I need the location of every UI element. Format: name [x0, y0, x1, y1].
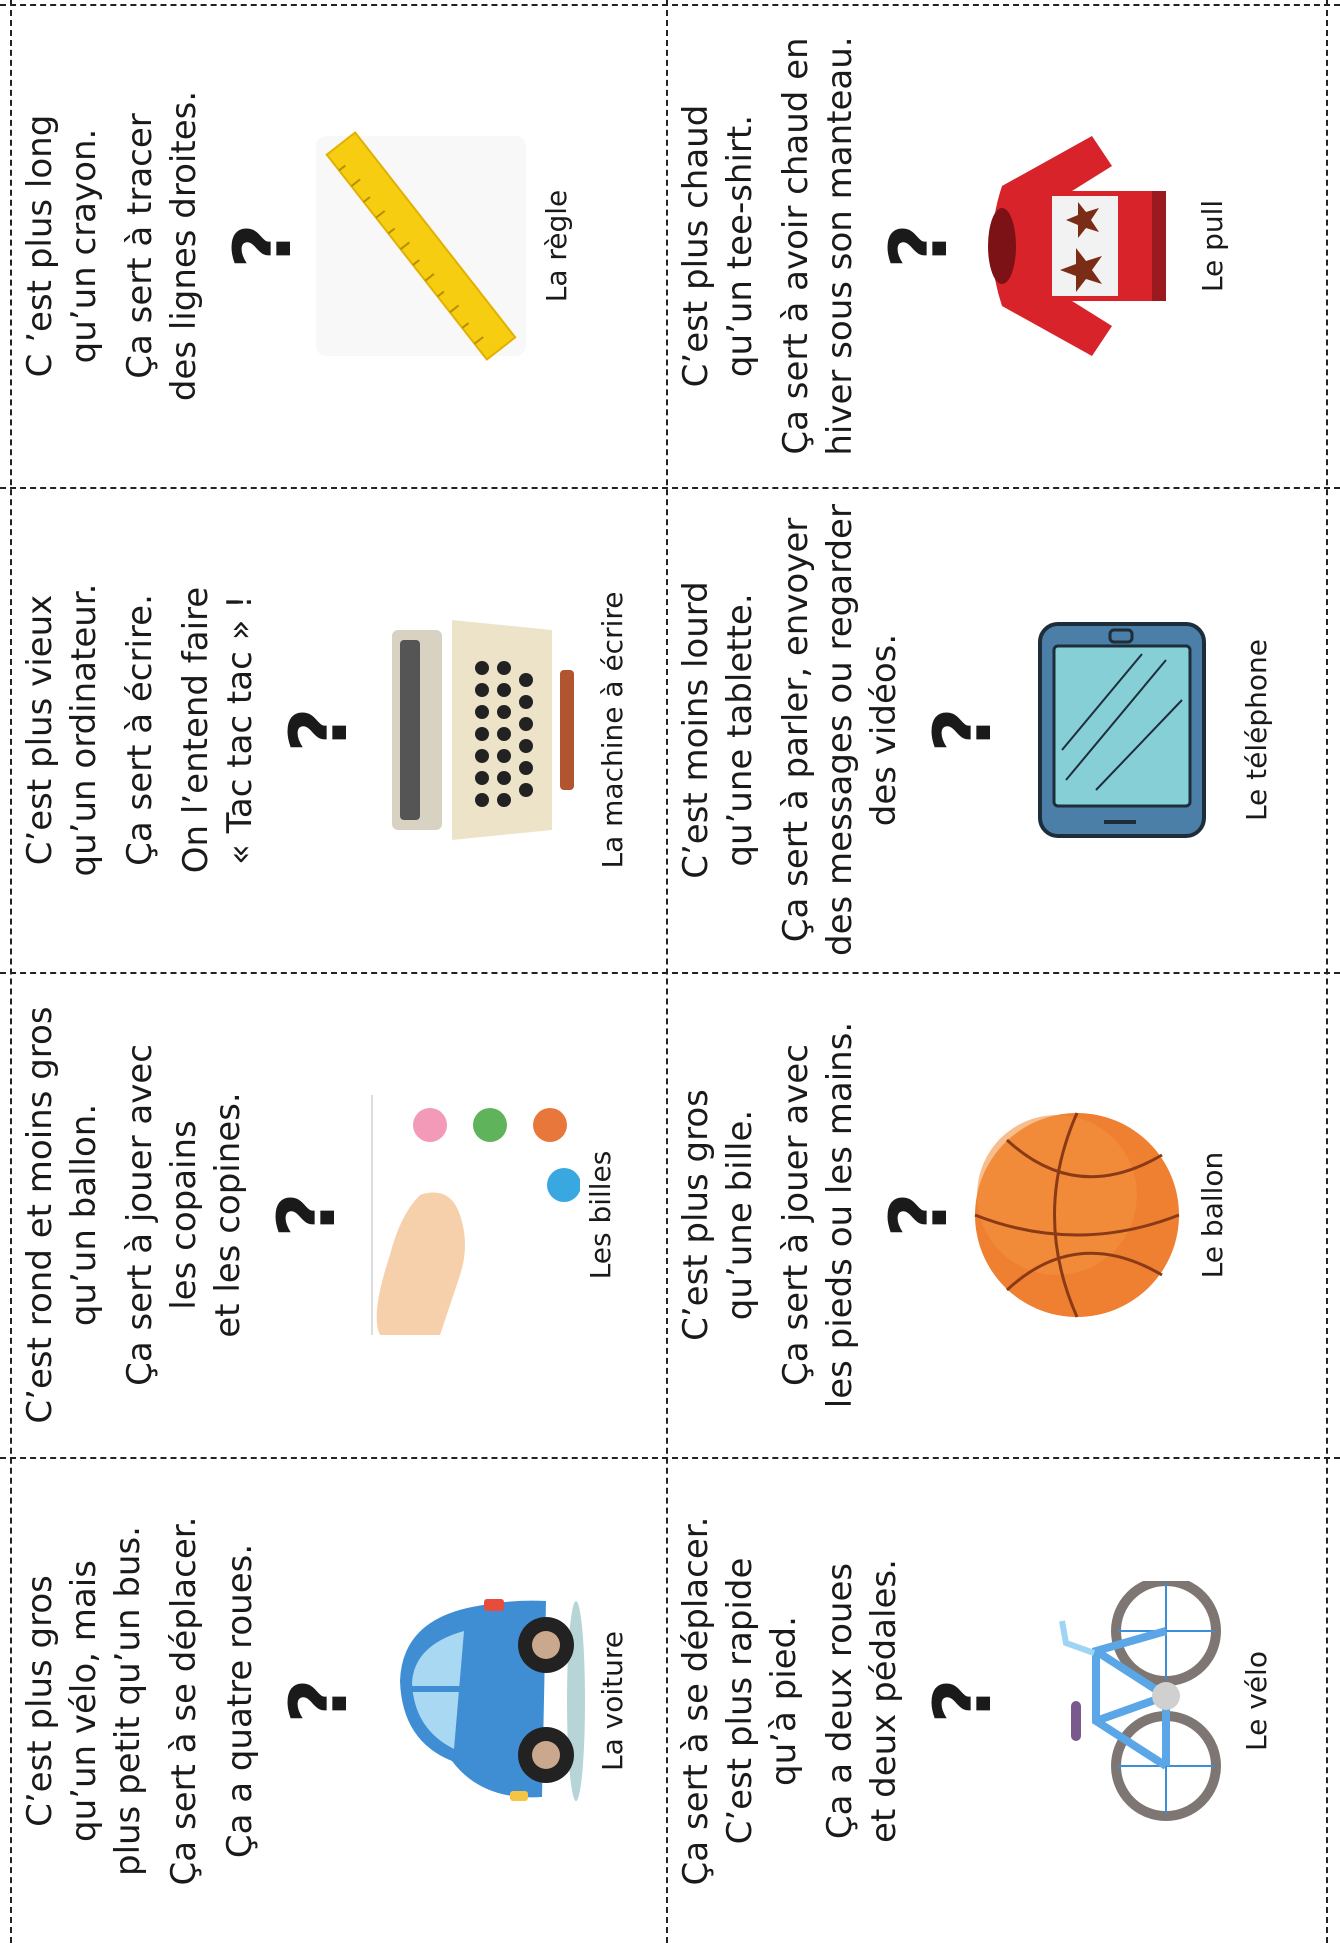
clue-line: Ça sert à parler, envoyer	[776, 517, 816, 943]
answer-label: La voiture	[596, 1631, 629, 1771]
clue-line: C’est plus chaud	[676, 104, 716, 388]
clue-line: Ça sert à tracer	[120, 113, 160, 379]
clue-line: On l’entend faire	[176, 586, 216, 874]
clue-line: C’est plus rapide	[720, 1557, 760, 1845]
riddle-card-pull	[668, 6, 1324, 486]
clue-text	[18, 584, 274, 877]
riddle-card-telephone	[668, 489, 1324, 971]
answer-label: La règle	[540, 189, 573, 303]
clue-line: C’est moins lourd	[676, 581, 716, 879]
clue-line: C’est plus gros	[676, 1089, 716, 1341]
clue-line: qu’à pied.	[764, 1616, 804, 1786]
question-mark: ?	[875, 1192, 965, 1238]
clue-line: et les copines.	[208, 1092, 248, 1338]
clue-text	[674, 1022, 874, 1408]
clue-line: Ça sert à avoir chaud en	[776, 37, 816, 455]
clue-line: Ça a quatre roues.	[220, 1543, 260, 1859]
car-icon	[362, 1581, 592, 1821]
question-mark: ?	[263, 1192, 353, 1238]
riddle-card-billes	[12, 974, 664, 1456]
clue-line: qu’un crayon.	[64, 128, 104, 364]
basketball-icon	[962, 1095, 1192, 1335]
clue-line: Ça sert à écrire.	[120, 594, 160, 866]
clue-line: hiver sous son manteau.	[820, 36, 860, 456]
bicycle-icon	[1006, 1581, 1236, 1821]
clue-line: C ’est plus long	[20, 114, 60, 378]
question-mark: ?	[875, 223, 965, 269]
clue-line: les pieds ou les mains.	[820, 1021, 860, 1409]
clue-line: plus petit qu’un bus.	[108, 1526, 148, 1877]
marbles-icon	[350, 1095, 580, 1335]
clue-line: Ça sert à jouer avec	[120, 1044, 160, 1386]
answer-label: La machine à écrire	[596, 591, 629, 869]
clue-line: qu’un ballon.	[64, 1103, 104, 1327]
clue-line: C’est plus gros	[20, 1575, 60, 1827]
answer-label: Le pull	[1196, 199, 1229, 293]
clue-line: des lignes droites.	[164, 90, 204, 402]
clue-line: Ça sert à se déplacer.	[164, 1516, 204, 1886]
clue-text	[18, 1517, 274, 1886]
clue-line: Ça a deux roues	[820, 1562, 860, 1840]
question-mark: ?	[219, 223, 309, 269]
phone-icon	[1006, 610, 1236, 850]
typewriter-icon	[362, 610, 592, 850]
clue-line: Ça sert à jouer avec	[776, 1044, 816, 1386]
riddle-card-velo	[668, 1459, 1324, 1943]
clue-text	[18, 91, 218, 401]
clue-line: des messages ou regarder	[820, 504, 860, 956]
clue-text	[18, 1006, 262, 1423]
answer-label: Le vélo	[1240, 1651, 1273, 1751]
riddle-card-voiture	[12, 1459, 664, 1943]
clue-line: des vidéos.	[864, 633, 904, 827]
ruler-icon	[306, 126, 536, 366]
clue-line: qu’une tablette.	[720, 593, 760, 867]
answer-label: Les billes	[584, 1150, 617, 1280]
question-mark: ?	[919, 1678, 1009, 1724]
clue-text	[674, 36, 874, 455]
sweater-icon	[962, 126, 1192, 366]
clue-line: les copains	[164, 1120, 204, 1310]
clue-line: « Tac tac tac » !	[220, 595, 260, 865]
question-mark: ?	[275, 707, 365, 753]
clue-line: et deux pédales.	[864, 1559, 904, 1843]
clue-line: qu’un tee-shirt.	[720, 114, 760, 378]
riddle-card-ballon	[668, 974, 1324, 1456]
question-mark: ?	[275, 1678, 365, 1724]
riddle-card-regle	[12, 6, 664, 486]
clue-text	[674, 504, 918, 956]
answer-label: Le ballon	[1196, 1151, 1229, 1279]
clue-line: C’est rond et moins gros	[20, 1006, 60, 1424]
clue-text	[674, 1517, 918, 1886]
riddle-card-machine-a-ecrire	[12, 489, 664, 971]
clue-line: qu’un vélo, mais	[64, 1560, 104, 1842]
clue-line: qu’une bille.	[720, 1109, 760, 1321]
answer-label: Le téléphone	[1240, 638, 1273, 822]
question-mark: ?	[919, 707, 1009, 753]
clue-line: Ça sert à se déplacer.	[676, 1516, 716, 1886]
clue-line: qu’un ordinateur.	[64, 583, 104, 877]
clue-line: C’est plus vieux	[20, 594, 60, 866]
